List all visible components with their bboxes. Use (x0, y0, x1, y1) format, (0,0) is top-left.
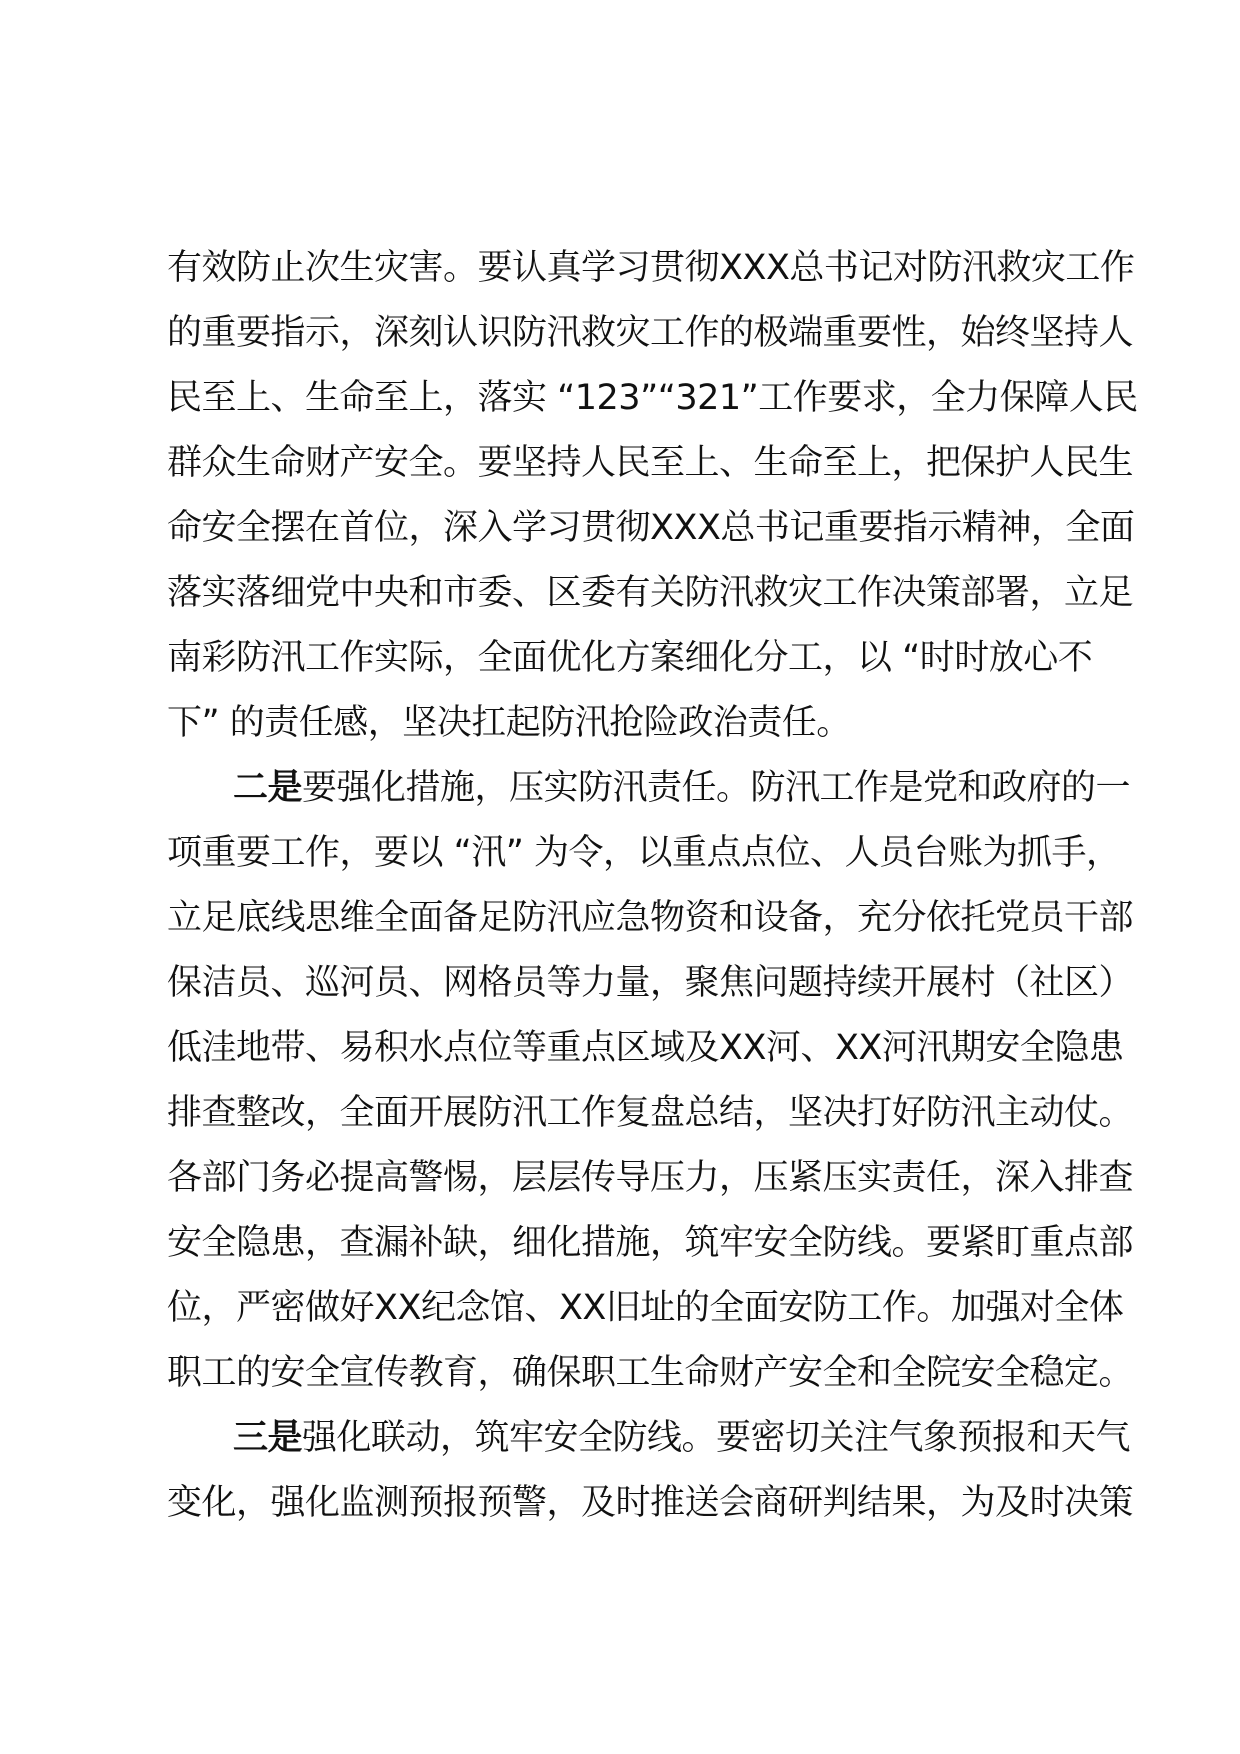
text-line: 位，严密做好XX纪念馆、XX旧址的全面安防工作。加强对全体 (167, 1288, 1124, 1328)
text-line: 命安全摆在首位，深入学习贯彻XXX总书记重要指示精神，全面 (167, 508, 1135, 548)
text-line: 安全隐患，查漏补缺，细化措施，筑牢安全防线。要紧盯重点部 (167, 1223, 1134, 1263)
text-line: 立足底线思维全面备足防汛应急物资和设备，充分依托党员干部 (167, 898, 1134, 938)
text-line: 群众生命财产安全。要坚持人民至上、生命至上，把保护人民生 (167, 443, 1134, 483)
paragraph-first-line (167, 1406, 1131, 1471)
paragraph-2 (167, 756, 1134, 1406)
text-line: 低洼地带、易积水点位等重点区域及XX河、XX河汛期安全隐患 (167, 1028, 1124, 1068)
text-line: 排查整改，全面开展防汛工作复盘总结，坚决打好防汛主动仗。 (167, 1093, 1134, 1133)
paragraph-first-line (167, 756, 1131, 821)
text-line: 民至上、生命至上，落实 “123”“321”工作要求，全力保障人民 (167, 378, 1138, 418)
text-line: 下” 的责任感，坚决扛起防汛抢险政治责任。 (167, 703, 851, 743)
text-line: 的重要指示，深刻认识防汛救灾工作的极端重要性，始终坚持人 (167, 313, 1134, 353)
text-line: 各部门务必提高警惕，层层传导压力，压紧压实责任，深入排查 (167, 1158, 1134, 1198)
text-line: 项重要工作，要以 “汛” 为令，以重点点位、人员台账为抓手， (167, 833, 1121, 873)
text-line: 保洁员、巡河员、网格员等力量，聚焦问题持续开展村（社区） (167, 963, 1134, 1003)
first-line-text: 强化联动，筑牢安全防线。要密切关注气象预报和天气 (302, 1418, 1131, 1458)
paragraph-1 (167, 236, 1138, 756)
text-line: 有效防止次生灾害。要认真学习贯彻XXX总书记对防汛救灾工作 (167, 248, 1135, 288)
text-line: 落实落细党中央和市委、区委有关防汛救灾工作决策部署，立足 (167, 573, 1134, 613)
text-line: 职工的安全宣传教育，确保职工生命财产安全和全院安全稳定。 (167, 1353, 1134, 1393)
text-line: 南彩防汛工作实际，全面优化方案细化分工，以 “时时放心不 (167, 638, 1093, 678)
paragraph-lead: 二是 (233, 768, 303, 808)
first-line-text: 要强化措施，压实防汛责任。防汛工作是党和政府的一 (302, 768, 1131, 808)
paragraph-lead: 三是 (233, 1418, 303, 1458)
text-line: 变化，强化监测预报预警，及时推送会商研判结果，为及时决策 (167, 1483, 1134, 1523)
paragraph-3 (167, 1406, 1134, 1536)
document-body (167, 236, 1138, 1536)
